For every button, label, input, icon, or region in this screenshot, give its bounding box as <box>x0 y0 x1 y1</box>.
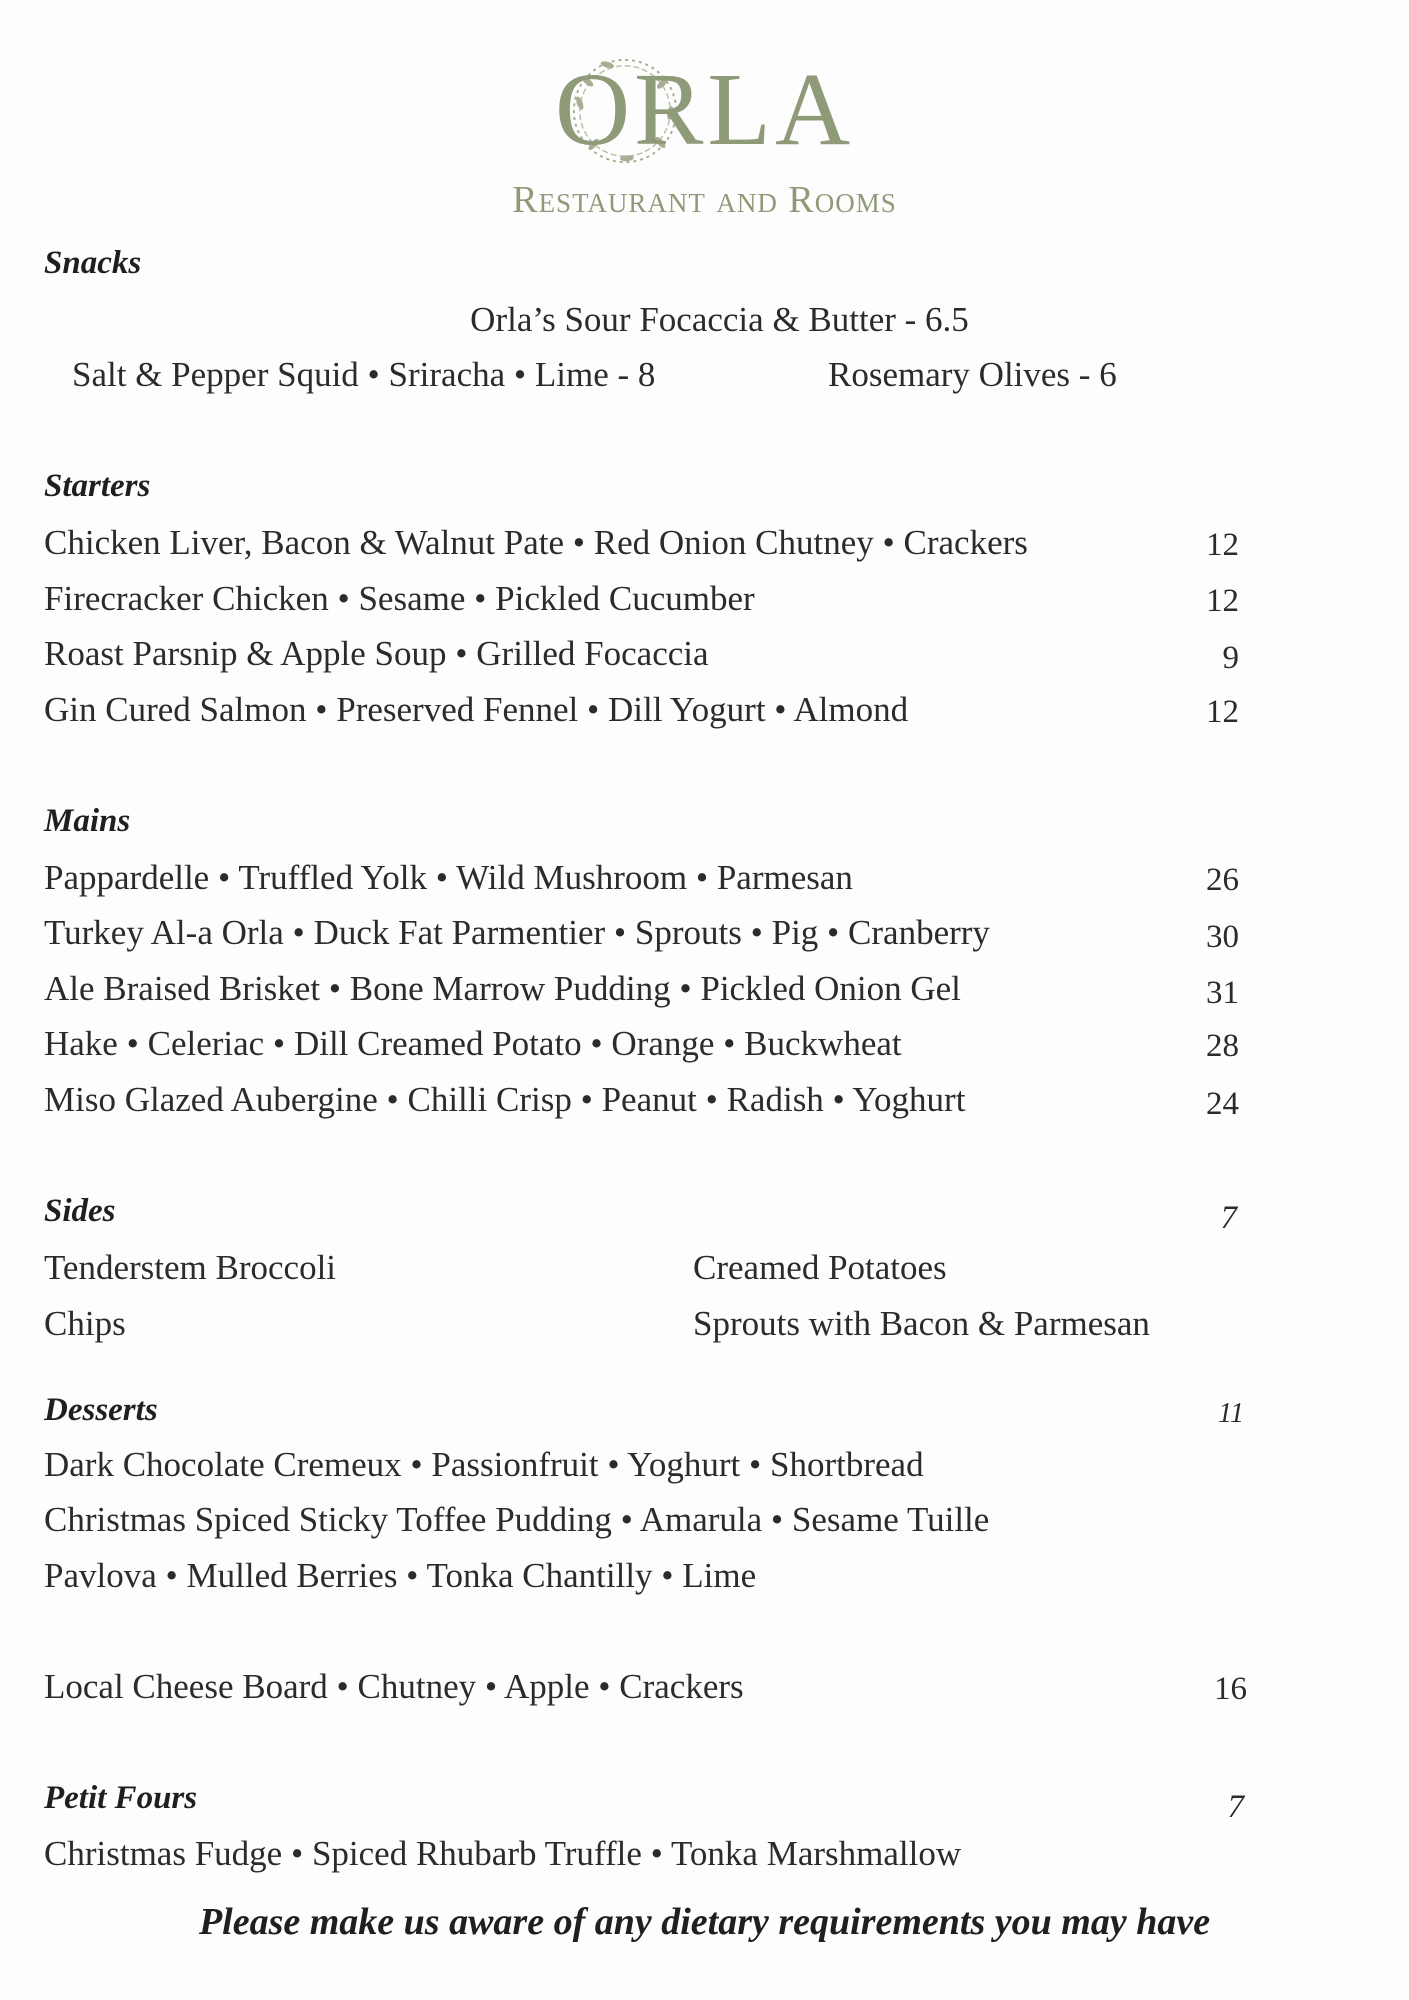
desserts-price: 11 <box>1218 1398 1244 1429</box>
dessert-item: Pavlova • Mulled Berries • Tonka Chantilly • Lime <box>44 1556 757 1595</box>
side-item: Creamed Potatoes <box>693 1248 947 1287</box>
snack-item: Rosemary Olives - 6 <box>828 355 1117 394</box>
menu-item-price: 12 <box>1206 583 1239 619</box>
menu-item-name: Pappardelle • Truffled Yolk • Wild Mushroom • Parmesan <box>44 858 853 897</box>
menu-item-name: Ale Braised Brisket • Bone Marrow Pudding • Pickled Onion Gel <box>44 969 961 1008</box>
menu-item-name: Firecracker Chicken • Sesame • Pickled Cucumber <box>44 579 755 618</box>
cheese-board-item: Local Cheese Board • Chutney • Apple • Crackers <box>44 1667 744 1706</box>
menu-item-price: 12 <box>1206 694 1239 730</box>
restaurant-subtitle: Restaurant and Rooms <box>512 179 897 221</box>
snack-item: Salt & Pepper Squid • Sriracha • Lime - 8 <box>72 355 656 394</box>
snack-item: Orla’s Sour Focaccia & Butter - 6.5 <box>470 300 969 339</box>
petit-fours-item: Christmas Fudge • Spiced Rhubarb Truffle • Tonka Marshmallow <box>44 1834 962 1873</box>
logo-text: ORLA <box>554 52 855 167</box>
menu-item-price: 24 <box>1206 1086 1239 1122</box>
petit-fours-price: 7 <box>1227 1789 1244 1825</box>
menu-item-name: Chicken Liver, Bacon & Walnut Pate • Red Onion Chutney • Crackers <box>44 523 1028 562</box>
section-title-starters: Starters <box>44 468 151 504</box>
menu-item-price: 28 <box>1206 1028 1239 1064</box>
side-item: Sprouts with Bacon & Parmesan <box>693 1304 1150 1343</box>
side-item: Chips <box>44 1304 126 1343</box>
menu-item-price: 26 <box>1206 862 1239 898</box>
menu-item-name: Turkey Al-a Orla • Duck Fat Parmentier • Sprouts • Pig • Cranberry <box>44 913 990 952</box>
menu-item-price: 9 <box>1222 640 1239 676</box>
cheese-board-price: 16 <box>1214 1671 1247 1707</box>
section-title-desserts: Desserts <box>44 1392 158 1428</box>
sides-price: 7 <box>1220 1200 1237 1236</box>
menu-item-name: Miso Glazed Aubergine • Chilli Crisp • Peanut • Radish • Yoghurt <box>44 1080 966 1119</box>
section-title-mains: Mains <box>44 803 131 839</box>
menu-item-price: 12 <box>1206 527 1239 563</box>
menu-item-name: Roast Parsnip & Apple Soup • Grilled Focaccia <box>44 634 709 673</box>
side-item: Tenderstem Broccoli <box>44 1248 337 1287</box>
section-title-petit-fours: Petit Fours <box>44 1780 198 1816</box>
dietary-note: Please make us aware of any dietary requirements you may have <box>198 1901 1211 1943</box>
dessert-item: Dark Chocolate Cremeux • Passionfruit • Yoghurt • Shortbread <box>44 1445 924 1484</box>
section-title-snacks: Snacks <box>44 245 142 281</box>
menu-item-name: Hake • Celeriac • Dill Creamed Potato • Orange • Buckwheat <box>44 1024 902 1063</box>
menu-item-name: Gin Cured Salmon • Preserved Fennel • Dill Yogurt • Almond <box>44 690 909 729</box>
menu-item-price: 31 <box>1206 975 1239 1011</box>
section-title-sides: Sides <box>44 1193 116 1229</box>
dessert-item: Christmas Spiced Sticky Toffee Pudding • Amarula • Sesame Tuille <box>44 1500 990 1539</box>
menu-item-price: 30 <box>1206 919 1239 955</box>
